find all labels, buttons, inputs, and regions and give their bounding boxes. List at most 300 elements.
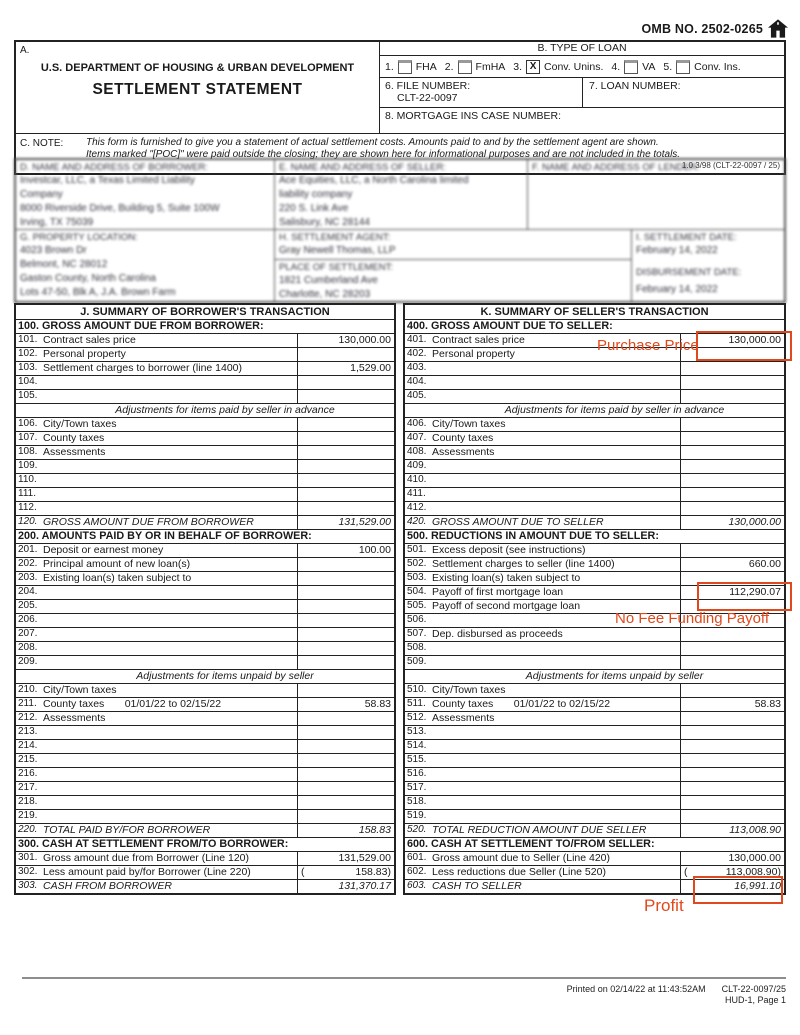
row-amount (680, 782, 784, 795)
row-amount (297, 586, 394, 599)
table-row (405, 389, 784, 403)
row-amount (297, 754, 394, 767)
row-amount (680, 432, 784, 445)
row-amount (297, 852, 394, 865)
row-number: 520. (407, 824, 427, 836)
table-row (405, 711, 784, 725)
row-number: 204. (18, 586, 38, 598)
address-line: 220 S. Link Ave (279, 203, 349, 214)
row-number: 601. (407, 852, 427, 864)
amount-value: 660.00 (748, 558, 781, 571)
row-number: 517. (407, 782, 427, 794)
row-label: Assessments (432, 446, 495, 459)
row-amount (680, 516, 784, 529)
parties-grid-blurred (14, 158, 786, 303)
row-amount (297, 600, 394, 613)
amount-value: 130,000.00 (338, 334, 391, 347)
table-row (405, 487, 784, 501)
row-amount (680, 474, 784, 487)
place-of-settlement-cell (275, 260, 631, 301)
row-label: CASH FROM BORROWER (43, 880, 172, 893)
note-line-2: Items marked "[POC]" were paid outside the closing; they are shown here for informational purposes and are not included in the totals. (86, 148, 681, 160)
settlement-agent-box (275, 230, 632, 301)
highlight-box-mortgage-payoff (697, 582, 792, 611)
row-number: 502. (407, 558, 427, 570)
loan-type-row (380, 56, 784, 78)
checkbox-icon (624, 60, 638, 74)
row-number: 407. (407, 432, 427, 444)
row-number: 512. (407, 712, 427, 724)
highlight-box-contract-price (696, 331, 792, 361)
amount-value: 1,529.00 (350, 362, 391, 375)
department-title: U.S. DEPARTMENT OF HOUSING & URBAN DEVELOPMENT (40, 62, 355, 74)
table-row (405, 697, 784, 711)
note-label: C. NOTE: (20, 138, 64, 149)
row-number: 220. (18, 824, 38, 836)
row-label: Existing loan(s) taken subject to (43, 572, 192, 585)
table-row (405, 739, 784, 753)
address-line: liability company (279, 189, 353, 200)
amount-value: 58.83 (754, 698, 781, 711)
address-line: Belmont, NC 28012 (20, 259, 108, 270)
row-amount (297, 880, 394, 893)
footer-page-label: HUD-1, Page 1 (724, 995, 786, 1005)
row-number: 207. (18, 628, 38, 640)
row-amount (680, 712, 784, 725)
row-label: Payoff of first mortgage loan (432, 586, 564, 599)
row-amount (680, 558, 784, 571)
row-number: 208. (18, 642, 38, 654)
row-label: Contract sales price (432, 334, 525, 347)
table-row (16, 851, 394, 865)
address-line: Investcar, LLC, a Texas Limited Liability (20, 175, 195, 186)
row-number: 506. (407, 614, 427, 626)
row-label: 400. GROSS AMOUNT DUE TO SELLER: (407, 320, 613, 333)
loan-type-option (445, 60, 506, 74)
checkbox-icon (458, 60, 472, 74)
table-row (16, 865, 394, 879)
disbursement-date-label: DISBURSEMENT DATE: (636, 267, 742, 278)
row-number: 518. (407, 796, 427, 808)
amount-value: 158.83 (358, 824, 391, 837)
file-number-cell (380, 78, 583, 107)
row-amount (680, 726, 784, 739)
row-amount (297, 684, 394, 697)
table-row (16, 361, 394, 375)
property-location-label: G. PROPERTY LOCATION: (20, 232, 138, 243)
row-amount (680, 446, 784, 459)
table-row (405, 627, 784, 641)
table-row (16, 431, 394, 445)
mortgage-ins-cell (380, 108, 784, 133)
row-label: Settlement charges to borrower (line 1400) (43, 362, 243, 375)
purchase-price-annotation: Purchase Price (597, 337, 699, 354)
row-label: TOTAL PAID BY/FOR BORROWER (43, 824, 211, 837)
printed-timestamp: Printed on 02/14/22 at 11:43:52AM (566, 984, 706, 994)
row-number: 401. (407, 334, 427, 346)
row-amount (297, 376, 394, 389)
row-amount (297, 544, 394, 557)
table-row (16, 613, 394, 627)
checkbox-checked-icon: X (526, 60, 540, 74)
row-number: 106. (18, 418, 38, 430)
table-row (16, 459, 394, 473)
table-row (405, 725, 784, 739)
amount-value: 131,529.00 (338, 852, 391, 865)
form-title: SETTLEMENT STATEMENT (92, 81, 303, 98)
row-number: 216. (18, 768, 38, 780)
row-label: Less reductions due Seller (Line 520) (432, 866, 606, 879)
row-number: 402. (407, 348, 427, 360)
loan-type-number: 1. (385, 60, 394, 73)
omb-header (641, 19, 788, 38)
row-amount (297, 432, 394, 445)
row-number: 109. (18, 460, 38, 472)
row-label: County taxes (432, 432, 494, 445)
table-row (405, 543, 784, 557)
row-amount (297, 348, 394, 361)
table-row (405, 403, 784, 417)
row-number: 404. (407, 376, 427, 388)
property-location-address (20, 244, 270, 300)
row-label: Settlement charges to seller (line 1400) (432, 558, 615, 571)
loan-type-option (385, 60, 437, 74)
row-number: 209. (18, 656, 38, 668)
table-row (405, 851, 784, 865)
loan-type-option (513, 60, 603, 74)
row-amount (297, 768, 394, 781)
seller-label: E. NAME AND ADDRESS OF SELLER: (279, 162, 446, 173)
row-number: 408. (407, 446, 427, 458)
borrower-address (20, 174, 270, 229)
table-row (16, 389, 394, 403)
row-amount (680, 768, 784, 781)
amount-value: 130,000.00 (728, 334, 781, 347)
row-label: City/Town taxes (43, 684, 117, 697)
row-number: 411. (407, 488, 426, 500)
loan-type-label: Conv. Ins. (694, 60, 741, 73)
table-row (16, 711, 394, 725)
table-row (405, 781, 784, 795)
table-row (16, 809, 394, 823)
settlement-agent-cell (275, 230, 631, 260)
row-amount (297, 474, 394, 487)
table-row (405, 375, 784, 389)
row-number: 516. (407, 768, 427, 780)
borrower-label: D. NAME AND ADDRESS OF BORROWER: (20, 162, 208, 173)
row-amount (297, 334, 394, 347)
row-number: 215. (18, 754, 38, 766)
row-amount (680, 698, 784, 711)
row-amount (680, 852, 784, 865)
row-number: 406. (407, 418, 427, 430)
row-number: 519. (407, 810, 427, 822)
row-number: 111. (18, 488, 36, 500)
amount-value: 16,991.10 (734, 880, 781, 893)
row-number: 211. (18, 698, 37, 710)
row-label: Adjustments for items paid by seller in advance (115, 404, 335, 417)
address-line: 8000 Riverside Drive, Building 5, Suite 100W (20, 203, 220, 214)
amount-value: 113,008.90) (725, 866, 781, 879)
table-row (16, 781, 394, 795)
row-label: Existing loan(s) taken subject to (432, 572, 581, 585)
row-amount (297, 516, 394, 529)
profit-annotation: Profit (644, 896, 684, 915)
row-label: Less amount paid by/for Borrower (Line 220) (43, 866, 251, 879)
loan-type-label: FmHA (475, 60, 506, 73)
payoff-annotation: No Fee Funding Payoff (615, 610, 769, 627)
row-label: Payoff of second mortgage loan (432, 600, 581, 613)
amount-value: 131,529.00 (338, 516, 391, 529)
table-row (405, 515, 784, 529)
table-row (405, 655, 784, 669)
disbursement-date-value: February 14, 2022 (636, 284, 718, 295)
loan-type-label: FHA (415, 60, 437, 73)
row-amount (680, 656, 784, 669)
row-label: GROSS AMOUNT DUE TO SELLER (432, 516, 604, 529)
lender-label: F. NAME AND ADDRESS OF LENDER: (532, 162, 700, 173)
section-b-box (380, 42, 784, 133)
table-row (405, 459, 784, 473)
row-number: 218. (18, 796, 38, 808)
row-label: Gross amount due from Borrower (Line 120) (43, 852, 250, 865)
row-number: 510. (407, 684, 427, 696)
row-number: 603. (407, 880, 427, 892)
row-number: 403. (407, 362, 427, 374)
row-amount (297, 558, 394, 571)
row-number: 205. (18, 600, 38, 612)
row-label: GROSS AMOUNT DUE FROM BORROWER (43, 516, 254, 529)
address-line: 1821 Cumberland Ave (279, 275, 378, 286)
amount-value: 100.00 (358, 544, 391, 557)
table-row (16, 697, 394, 711)
row-amount (680, 376, 784, 389)
row-label: County taxes (43, 432, 105, 445)
row-amount (297, 572, 394, 585)
row-number: 212. (18, 712, 38, 724)
highlight-box-cash-to-seller (693, 876, 783, 904)
file-number-label: 6. FILE NUMBER: (385, 80, 471, 92)
table-row (16, 333, 394, 347)
table-row (16, 683, 394, 697)
table-row (16, 375, 394, 389)
table-row (16, 529, 394, 543)
row-label: 600. CASH AT SETTLEMENT TO/FROM SELLER: (407, 838, 655, 851)
row-label: City/Town taxes (432, 418, 506, 431)
row-number: 409. (407, 460, 427, 472)
row-amount (297, 824, 394, 837)
row-number: 102. (18, 348, 38, 360)
row-number: 201. (18, 544, 38, 556)
amount-value: 131,370.17 (338, 880, 391, 893)
row-number: 108. (18, 446, 38, 458)
loan-type-number: 3. (513, 60, 523, 73)
row-amount (297, 502, 394, 515)
row-label: County taxes 01/01/22 to 02/15/22 (432, 698, 611, 711)
amount-value: 158.83) (355, 866, 391, 879)
table-row (16, 627, 394, 641)
table-row (16, 753, 394, 767)
row-amount (297, 726, 394, 739)
settlement-date-value: February 14, 2022 (636, 245, 718, 256)
table-row (16, 585, 394, 599)
row-label: Gross amount due to Seller (Line 420) (432, 852, 611, 865)
row-amount (297, 642, 394, 655)
row-label: County taxes 01/01/22 to 02/15/22 (43, 698, 222, 711)
row-label: Assessments (432, 712, 495, 725)
row-number: 202. (18, 558, 38, 570)
table-row (405, 445, 784, 459)
table-row (16, 571, 394, 585)
table-row (16, 599, 394, 613)
row-label: Contract sales price (43, 334, 136, 347)
omb-number: OMB NO. 2502-0265 (641, 21, 763, 36)
row-label: 100. GROSS AMOUNT DUE FROM BORROWER: (18, 320, 264, 333)
row-number: 503. (407, 572, 427, 584)
row-amount (680, 740, 784, 753)
table-row (16, 487, 394, 501)
note-line-1: This form is furnished to give you a statement of actual settlement costs. Amounts paid to and by the settlement agent are shown. (86, 137, 659, 148)
row-amount (680, 684, 784, 697)
settlement-date-label: I. SETTLEMENT DATE: (636, 232, 737, 243)
address-line: Ace Equities, LLC, a North Carolina limited (279, 175, 469, 186)
loan-number-cell (583, 78, 784, 107)
row-number: 514. (407, 740, 427, 752)
row-label: Excess deposit (see instructions) (432, 544, 586, 557)
row-amount (297, 390, 394, 403)
row-label: Assessments (43, 712, 106, 725)
row-label: Personal property (432, 348, 515, 361)
checkbox-icon (398, 60, 412, 74)
table-row (405, 837, 784, 851)
borrower-transaction-table (14, 303, 396, 895)
row-number: 515. (407, 754, 427, 766)
section-a-tag: A. (20, 45, 30, 56)
table-row (16, 879, 394, 893)
row-amount (297, 782, 394, 795)
row-amount (297, 712, 394, 725)
row-number: 405. (407, 390, 427, 402)
row-amount (680, 488, 784, 501)
row-number: 120. (18, 516, 38, 528)
row-label: Assessments (43, 446, 106, 459)
place-of-settlement-label: PLACE OF SETTLEMENT: (279, 262, 394, 273)
hud-house-icon (768, 19, 788, 38)
address-line: 4023 Brown Dr (20, 245, 87, 256)
table-row (16, 501, 394, 515)
row-label: 300. CASH AT SETTLEMENT FROM/TO BORROWER: (18, 838, 289, 851)
row-label: Adjustments for items paid by seller in advance (504, 404, 725, 417)
row-label: City/Town taxes (432, 684, 506, 697)
table-row (405, 417, 784, 431)
row-amount (297, 362, 394, 375)
seller-address (279, 174, 523, 229)
row-number: 302. (18, 866, 38, 878)
checkbox-icon (676, 60, 690, 74)
table-row (16, 837, 394, 851)
row-number: 509. (407, 656, 427, 668)
row-label: 500. REDUCTIONS IN AMOUNT DUE TO SELLER: (407, 530, 659, 543)
table-row (16, 347, 394, 361)
row-label: Deposit or earnest money (43, 544, 164, 557)
table-row (16, 543, 394, 557)
row-amount (297, 810, 394, 823)
address-line: Lots 47-50, Blk A, J.A. Brown Farm (20, 287, 176, 298)
row-number: 513. (407, 726, 427, 738)
loan-type-option (611, 60, 655, 74)
mortgage-ins-label: 8. MORTGAGE INS CASE NUMBER: (385, 110, 562, 122)
row-number: 219. (18, 810, 38, 822)
type-of-loan-title: B. TYPE OF LOAN (380, 42, 784, 56)
loan-type-number: 4. (611, 60, 621, 73)
row-amount (297, 446, 394, 459)
place-of-settlement-address (279, 274, 627, 301)
loan-type-number: 2. (444, 60, 454, 73)
address-line: Charlotte, NC 28203 (279, 289, 371, 300)
table-title: K. SUMMARY OF SELLER'S TRANSACTION (480, 306, 709, 318)
row-number: 301. (18, 852, 38, 864)
row-label: Dep. disbursed as proceeds (432, 628, 563, 641)
loan-type-label: Conv. Unins. (544, 60, 604, 73)
row-label: Personal property (43, 348, 126, 361)
table-row (405, 669, 784, 683)
table-row (405, 361, 784, 375)
table-row (405, 557, 784, 571)
row-amount (680, 754, 784, 767)
table-row (16, 319, 394, 333)
row-number: 103. (18, 362, 38, 374)
row-amount (297, 628, 394, 641)
address-line: Irving, TX 75039 (20, 217, 94, 228)
footer-file-ref: CLT-22-0097/25 (721, 984, 786, 994)
amount-value: 130,000.00 (728, 516, 781, 529)
row-number: 410. (407, 474, 427, 486)
row-amount (680, 418, 784, 431)
address-line: Gaston County, North Carolina (20, 273, 156, 284)
row-number: 505. (407, 600, 427, 612)
table-row (16, 725, 394, 739)
table-row (16, 445, 394, 459)
table-row (405, 501, 784, 515)
settlement-agent-name (279, 244, 627, 258)
row-number: 203. (18, 572, 38, 584)
table-row (16, 473, 394, 487)
table-row (405, 823, 784, 837)
loan-type-label: VA (642, 60, 656, 73)
address-line: Company (20, 189, 63, 200)
loan-number-label: 7. LOAN NUMBER: (589, 80, 681, 92)
lender-box (528, 160, 784, 229)
row-number: 504. (407, 586, 427, 598)
table-row (405, 683, 784, 697)
table-row (16, 641, 394, 655)
row-amount (297, 740, 394, 753)
table-row (16, 739, 394, 753)
row-amount (680, 502, 784, 515)
row-number: 412. (407, 502, 427, 514)
settlement-agent-label: H. SETTLEMENT AGENT: (279, 232, 391, 243)
row-amount (297, 460, 394, 473)
row-number: 104. (18, 376, 38, 388)
row-label: CASH TO SELLER (432, 880, 522, 893)
row-amount (297, 418, 394, 431)
section-a-box (16, 42, 380, 133)
row-number: 210. (18, 684, 38, 696)
amount-value: 58.83 (364, 698, 391, 711)
table-row (16, 767, 394, 781)
address-line: Gray Newell Thomas, LLP (279, 245, 396, 256)
amount-value: 130,000.00 (728, 852, 781, 865)
